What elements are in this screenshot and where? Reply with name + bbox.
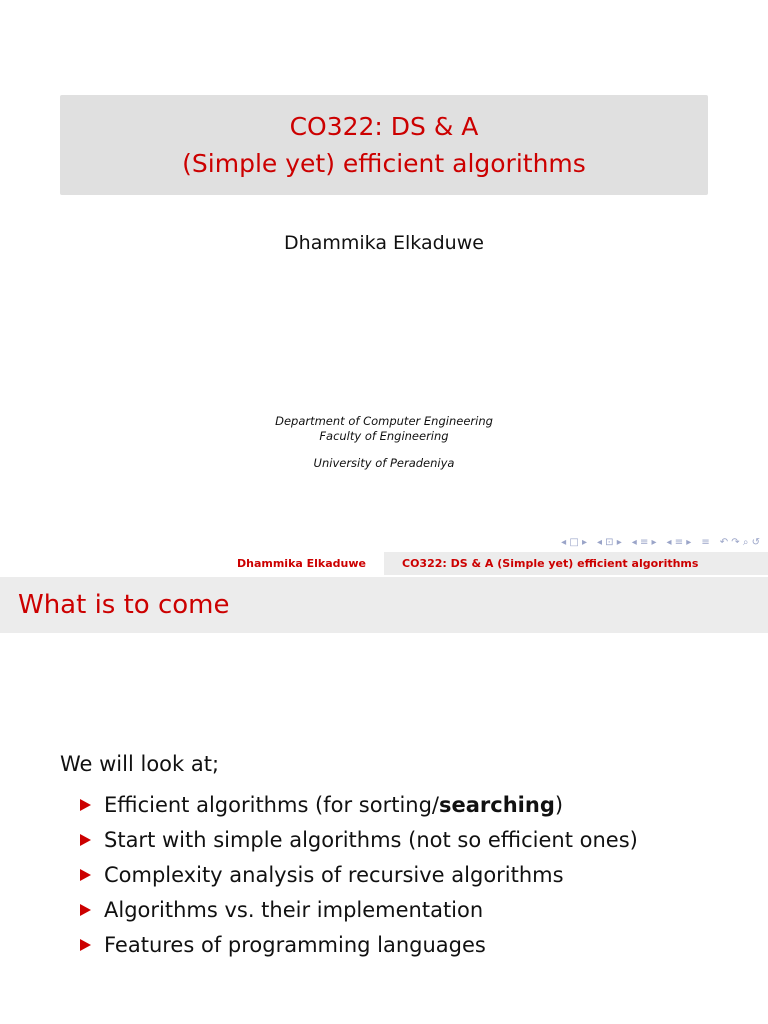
triangle-bullet-icon [80, 799, 91, 811]
footer-author: Dhammika Elkaduwe [0, 552, 384, 575]
institute-faculty: Faculty of Engineering [319, 429, 449, 443]
nav-frame-icon[interactable]: ◂ ⊡ ▸ [596, 537, 622, 548]
bullet-item [80, 927, 638, 962]
bullet-item [80, 857, 638, 892]
bullet-text: Start with simple algorithms (not so efficient ones) [104, 827, 638, 852]
bullet-text: Features of programming languages [104, 932, 486, 957]
author-name: Dhammika Elkaduwe [284, 232, 484, 254]
triangle-bullet-icon [80, 939, 91, 951]
institute-department: Department of Computer Engineering [275, 414, 493, 428]
nav-subsection-icon[interactable]: ◂ ≡ ▸ [631, 537, 657, 548]
institute-block [0, 414, 768, 471]
title-line-2: (Simple yet) efficient algorithms [182, 149, 586, 178]
bullet-item [80, 787, 638, 822]
nav-document-icon[interactable]: ≡ [701, 537, 710, 548]
bullet-item [80, 892, 638, 927]
bullet-list [80, 787, 638, 962]
bullet-text: Efficient algorithms (for sorting/searching) [104, 792, 564, 817]
nav-slide-icon[interactable]: ◂ □ ▸ [561, 537, 587, 548]
triangle-bullet-icon [80, 869, 91, 881]
bullet-text: Algorithms vs. their implementation [104, 897, 484, 922]
frame-title: What is to come [0, 577, 768, 633]
title-line-1: CO322: DS & A [289, 112, 479, 141]
triangle-bullet-icon [80, 904, 91, 916]
nav-section-icon[interactable]: ◂ ≡ ▸ [666, 537, 692, 548]
bullet-text: Complexity analysis of recursive algorithms [104, 862, 564, 887]
title-box [60, 95, 708, 195]
institute-university: University of Peradeniya [313, 456, 455, 470]
triangle-bullet-icon [80, 834, 91, 846]
intro-text: We will look at; [60, 752, 220, 776]
beamer-navigation-bar [561, 537, 760, 549]
footer-title: CO322: DS & A (Simple yet) efficient algorithms [384, 552, 768, 575]
bullet-item [80, 822, 638, 857]
content-slide [0, 552, 768, 1024]
nav-search-back-icon[interactable]: ↶ ↷ ⌕ ↺ [719, 537, 760, 548]
slide-footline [0, 552, 768, 575]
